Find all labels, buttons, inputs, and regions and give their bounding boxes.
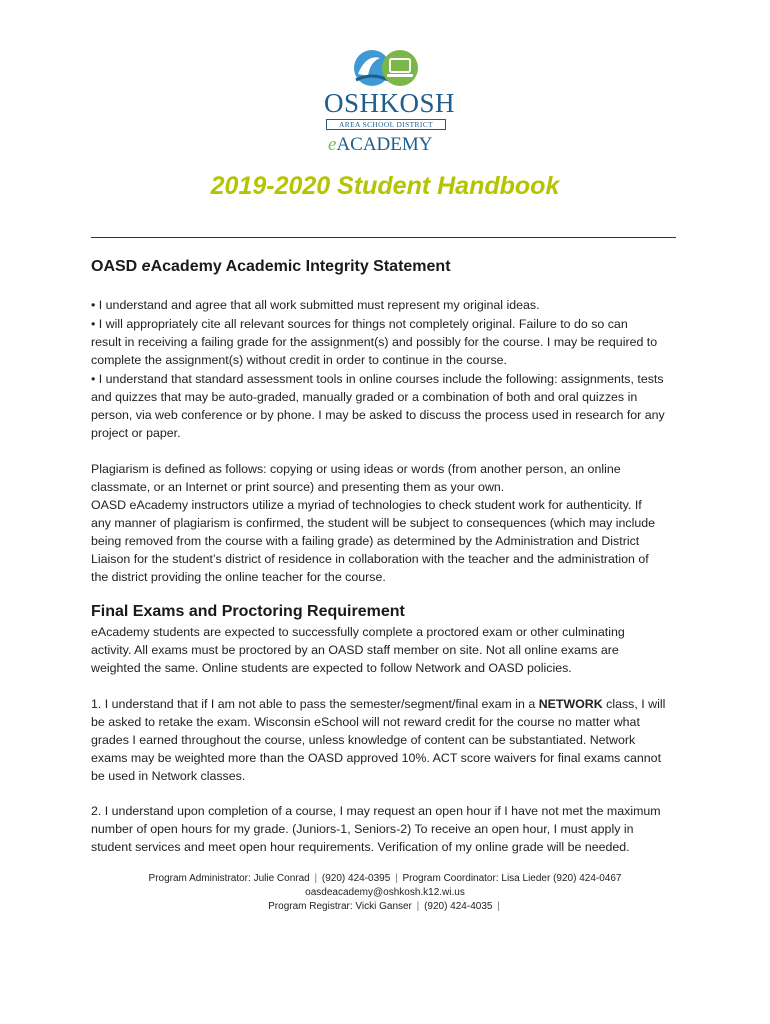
- final-exams-intro: eAcademy students are expected to successfully complete a proctored exam or other culminating activity. All exams must be proctored by an OASD staff member on site. Not all online exams are weighted the same. Online students are expected to follow Network and OASD policies.: [91, 625, 625, 675]
- logo-eacademy-text: eACADEMY: [328, 134, 433, 155]
- exam-item-2: 2. I understand upon completion of a course, I may request an open hour if I have not met the maximum number of open hours for my grade. (Juniors-1, Seniors-2) To receive an open hour, I must apply in student services and meet open hour requirements. Verification of my online grade will be needed.: [91, 804, 661, 854]
- integrity-bullet-3: • I understand that standard assessment tools in online courses include the following: assignments, tests and quizzes that may be auto-graded, manually graded or a combination of both and oral quizzes in person, via web conference or by phone. I may be asked to discuss the process used in research for any project or paper.: [91, 372, 665, 440]
- footer-contacts-line-3: Program Registrar: Vicki Ganser | (920) 424-4035 |: [268, 901, 500, 912]
- final-exams-heading: Final Exams and Proctoring Requirement: [91, 603, 405, 620]
- academic-integrity-heading: OASD eAcademy Academic Integrity Statement: [91, 258, 451, 275]
- plagiarism-paragraph: Plagiarism is defined as follows: copying or using ideas or words (from another person, an online classmate, or an Internet or print source) and presenting them as your own. OASD eAcademy instructors utilize a myriad of technologies to check student work for authenticity. If any manner of plagiarism is confirmed, the student will be subject to consequences (which may include being removed from the course with a failing grade) as determined by the Administration and District Liaison for the student’s district of residence in collaboration with the teacher and the administration of the district providing the online teacher for the course.: [91, 462, 656, 584]
- footer-contacts-line-1: Program Administrator: Julie Conrad | (920) 424-0395 | Program Coordinator: Lisa Lieder (920) 424-0467: [148, 873, 622, 884]
- logo-oshkosh-text: OSHKOSH: [324, 88, 456, 118]
- exam-item-1: 1. I understand that if I am not able to pass the semester/segment/final exam in a NETWORK class, I will be asked to retake the exam. Wisconsin eSchool will not reward credit for the course no matter what grades I earned throughout the course, unless knowledge of content can be substantiated. Network exams may be weighted more than the OASD approved 10%. ACT score waivers for final exams cannot be used in Network classes.: [91, 697, 666, 783]
- integrity-bullet-1: • I understand and agree that all work submitted must represent my original ideas.: [91, 298, 540, 312]
- integrity-bullet-2: • I will appropriately cite all relevant sources for things not completely original. Failure to do so can result in receiving a failing grade for the assignment(s) and possibly for the course. I may be required to complete the assignment(s) without credit in order to continue in the course.: [91, 317, 658, 367]
- logo-emblem-icon: [310, 46, 460, 94]
- footer-email[interactable]: oasdeacademy@oshkosh.k12.wi.us: [305, 887, 465, 898]
- title-divider: [91, 237, 676, 238]
- logo-district-text: AREA SCHOOL DISTRICT: [326, 119, 446, 130]
- page-title: 2019-2020 Student Handbook: [210, 172, 560, 200]
- oshkosh-eacademy-logo: [310, 46, 460, 155]
